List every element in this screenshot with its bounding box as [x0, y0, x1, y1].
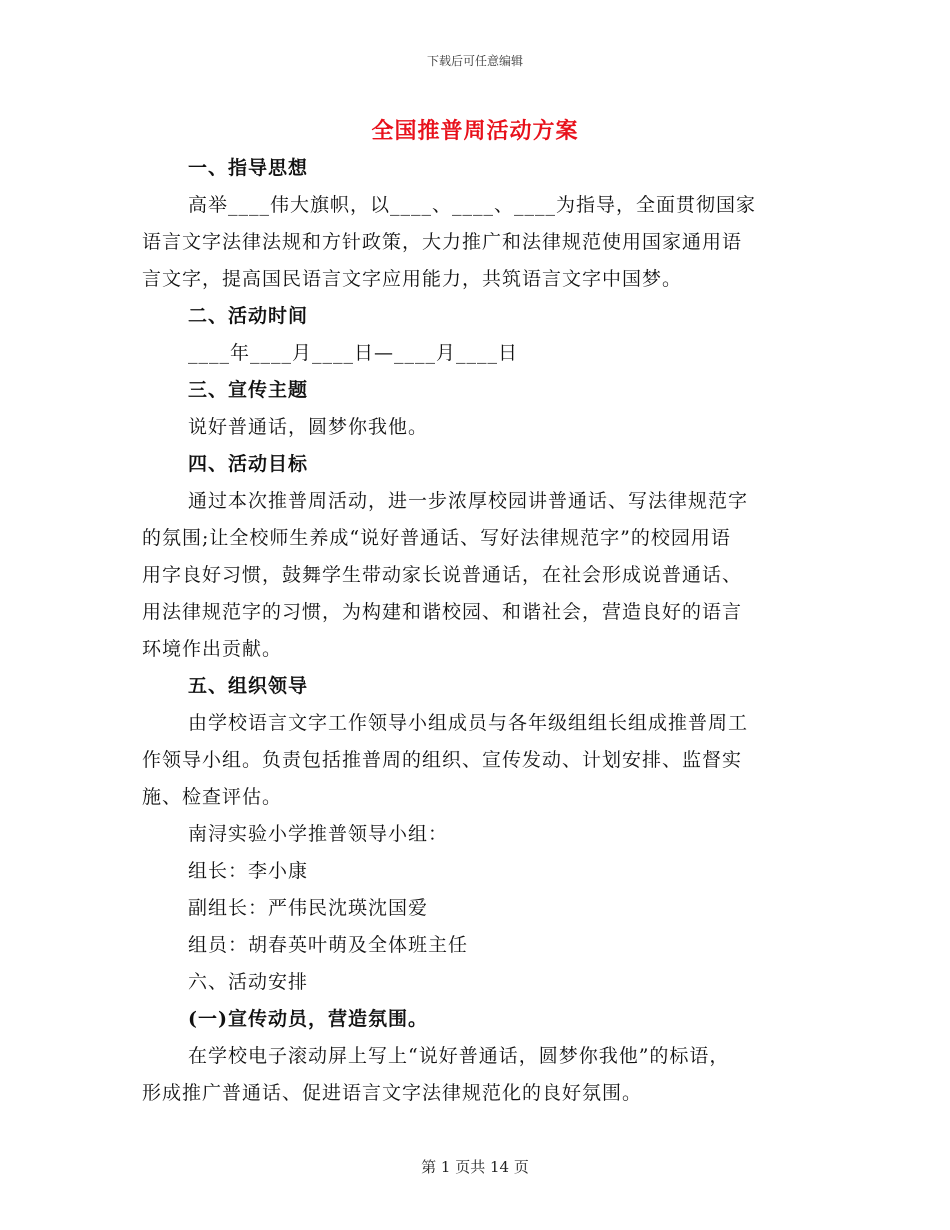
paragraph-line: 环境作出贡献。 [142, 638, 283, 660]
paragraph-line: 高举____伟大旗帜，以____、____、____为指导，全面贯彻国家 [188, 194, 757, 216]
leadership-group-title: 南浔实验小学推普领导小组： [188, 823, 449, 845]
page-footer-number: 第 1 页共 14 页 [421, 1158, 529, 1176]
deputy-group-leader: 副组长：严伟民沈瑛沈国爱 [188, 897, 429, 919]
document-body [142, 150, 802, 1112]
document-title: 全国推普周活动方案 [371, 118, 579, 144]
section-heading-activity-time: 二、活动时间 [188, 305, 309, 327]
section-heading-leadership: 五、组织领导 [188, 675, 309, 697]
paragraph-line: 形成推广普通话、促进语言文字法律规范化的良好氛围。 [142, 1082, 643, 1104]
group-leader: 组长：李小康 [188, 860, 309, 882]
paragraph-line: 在学校电子滚动屏上写上“说好普通话，圆梦你我他”的标语， [188, 1045, 730, 1067]
page-header-note: 下载后可任意编辑 [426, 54, 523, 68]
paragraph-line: 用字良好习惯，鼓舞学生带动家长说普通话，在社会形成说普通话、 [142, 564, 743, 586]
paragraph-line: 施、检查评估。 [142, 786, 283, 808]
paragraph-line: 的氛围;让全校师生养成“说好普通话、写好法律规范字”的校园用语 [142, 527, 731, 549]
date-blank-line: ____年____月____日—____月____日 [188, 342, 519, 364]
subsection-heading-publicity: (一)宣传动员，营造氛围。 [188, 1008, 428, 1030]
section-heading-goals: 四、活动目标 [188, 453, 309, 475]
paragraph-line: 言文字，提高国民语言文字应用能力，共筑语言文字中国梦。 [142, 268, 683, 290]
group-members: 组员：胡春英叶萌及全体班主任 [188, 934, 469, 956]
paragraph-line: 作领导小组。负责包括推普周的组织、宣传发动、计划安排、监督实 [142, 749, 743, 771]
section-heading-arrangements: 六、活动安排 [188, 971, 309, 993]
paragraph-line: 由学校语言文字工作领导小组成员与各年级组组长组成推普周工 [188, 712, 749, 734]
section-heading-theme: 三、宣传主题 [188, 379, 309, 401]
paragraph-line: 通过本次推普周活动，进一步浓厚校园讲普通话、写法律规范字 [188, 490, 749, 512]
theme-slogan: 说好普通话，圆梦你我他。 [188, 416, 429, 438]
paragraph-line: 用法律规范字的习惯，为构建和谐校园、和谐社会，营造良好的语言 [142, 601, 743, 623]
section-heading-guiding-ideology: 一、指导思想 [188, 157, 309, 179]
paragraph-line: 语言文字法律法规和方针政策，大力推广和法律规范使用国家通用语 [142, 231, 743, 253]
